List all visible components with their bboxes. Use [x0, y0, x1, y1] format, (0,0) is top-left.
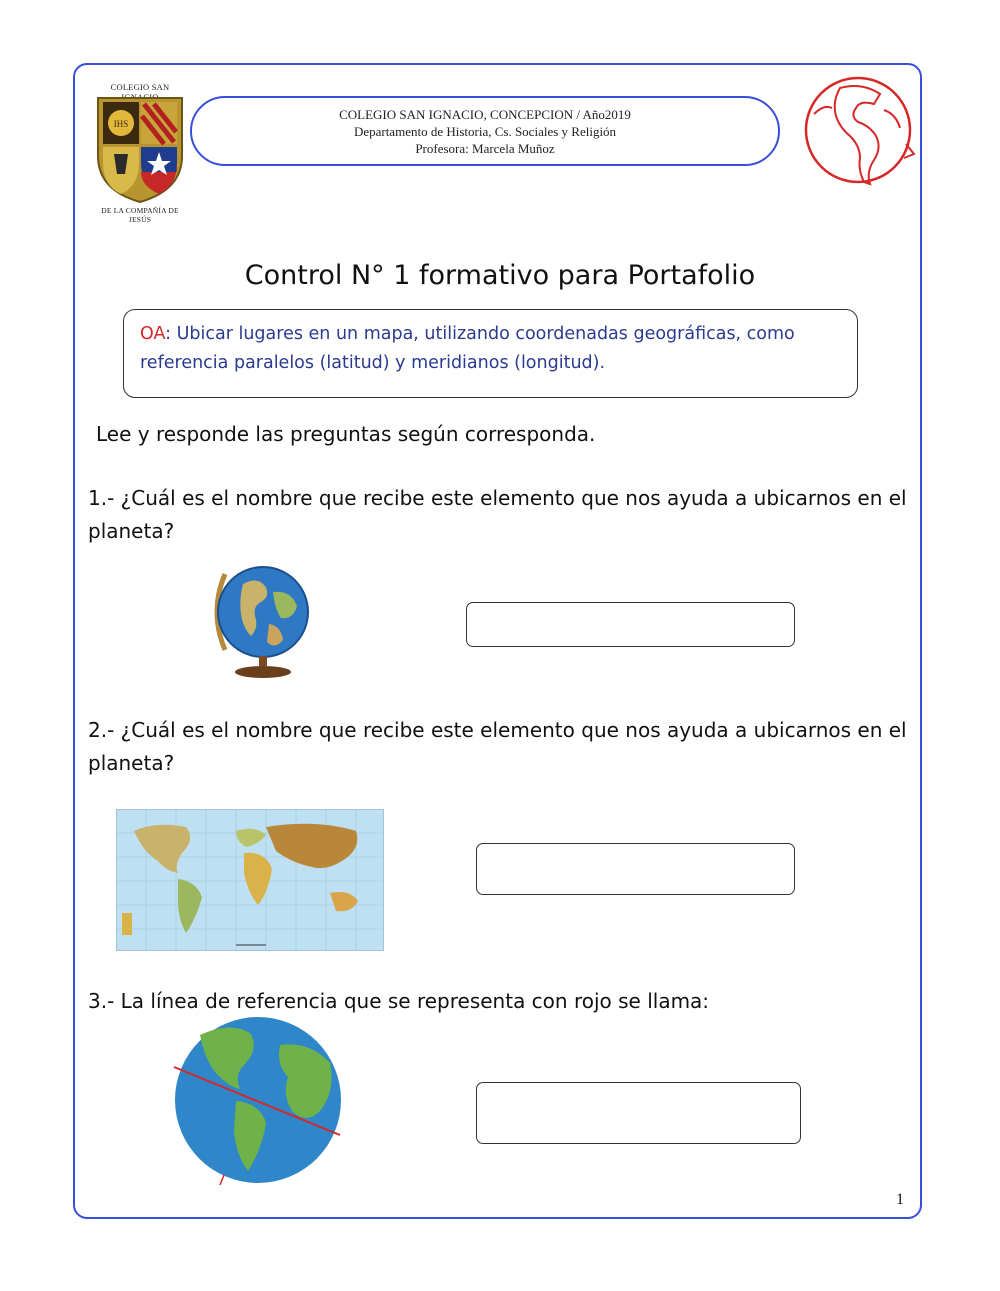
- answer-box-1[interactable]: [466, 602, 795, 647]
- svg-text:IHS: IHS: [113, 119, 129, 129]
- answer-box-2[interactable]: [476, 843, 795, 895]
- logo-title: COLEGIO SAN: [110, 82, 170, 92]
- terrestrial-globe-icon: [205, 562, 311, 680]
- question-2: 2.- ¿Cuál es el nombre que recibe este elemento que nos ayuda a ubicarnos en el planeta?: [88, 718, 907, 775]
- header-line-school: COLEGIO SAN IGNACIO, CONCEPCION / Año2019: [339, 106, 631, 122]
- globe-with-red-line-icon: [170, 1015, 346, 1187]
- header-line-department: Departamento de Historia, Cs. Sociales y Religión: [353, 123, 617, 139]
- shield-icon: [94, 94, 186, 204]
- school-logo: [92, 82, 188, 224]
- question-3: 3.- La línea de referencia que se representa con rojo se llama:: [88, 989, 710, 1013]
- logo-subtitle: DE LA COMPAÑÍA DE JESÚS: [101, 206, 179, 224]
- objective-text: : Ubicar lugares en un mapa, utilizando coordenadas geográficas, como referencia paralelos (latitud) y meridianos (longitud).: [140, 324, 795, 373]
- header-line-teacher: Profesora: Marcela Muñoz: [415, 140, 555, 156]
- page-title: Control N° 1 formativo para Portafolio: [244, 260, 756, 291]
- question-1: 1.- ¿Cuál es el nombre que recibe este elemento que nos ayuda a ubicarnos en el planeta?: [88, 486, 907, 543]
- objective-label: OA: [140, 324, 166, 344]
- page-number: 1: [896, 1191, 904, 1208]
- world-map-icon: [116, 809, 384, 951]
- header-info-box: [190, 96, 780, 166]
- answer-box-3[interactable]: [476, 1082, 801, 1144]
- instruction-text: Lee y responde las preguntas según corresponda.: [96, 422, 596, 446]
- globe-logo-icon: [800, 74, 920, 190]
- objective-box: [123, 309, 858, 398]
